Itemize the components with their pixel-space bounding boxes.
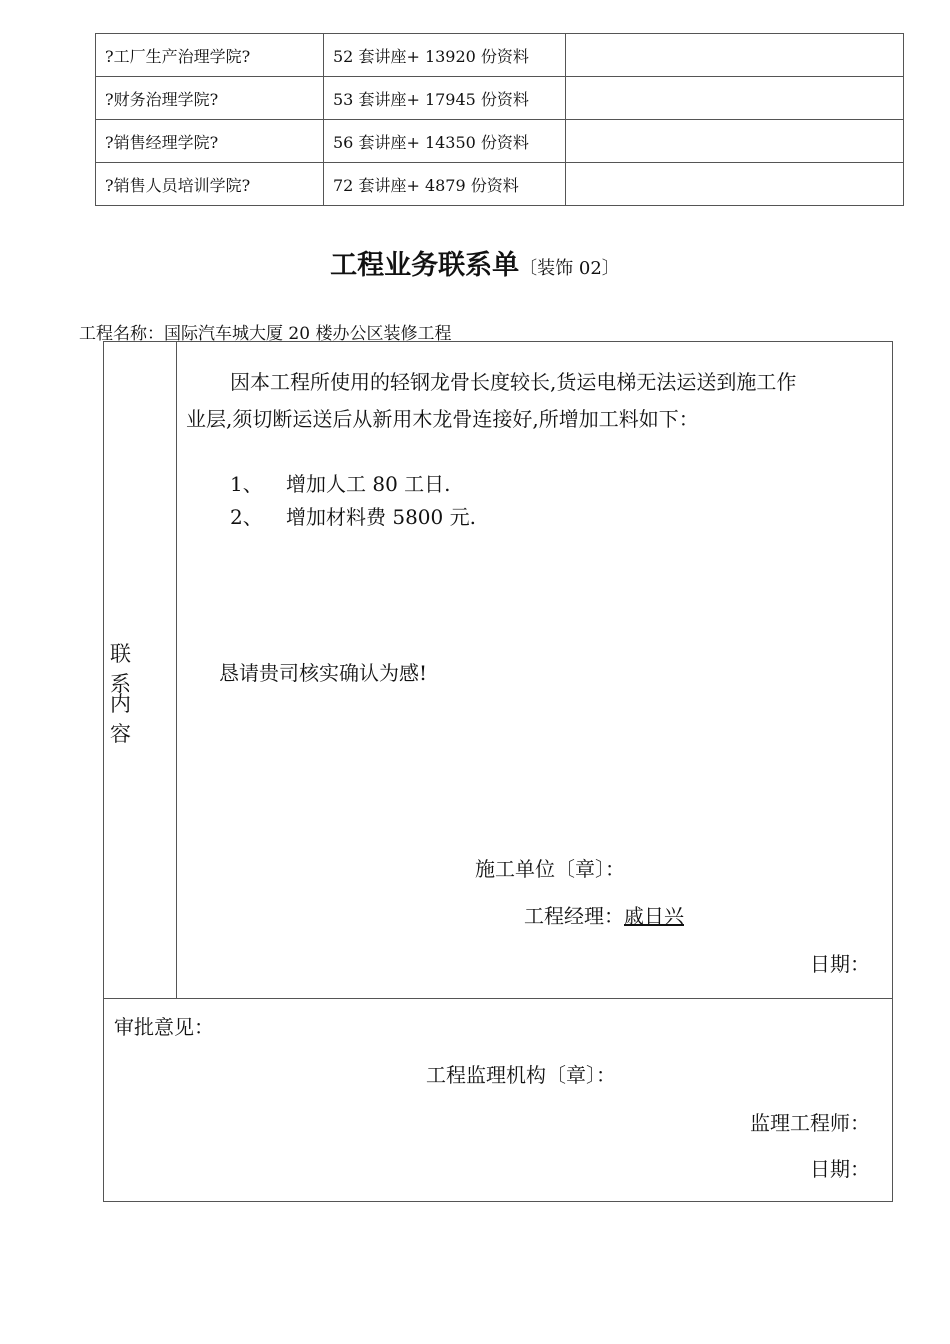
table-cell-note: [566, 120, 904, 163]
contact-date-label: 日期：: [810, 952, 870, 976]
table-cell-info: 53 套讲座+ 17945 份资料: [324, 77, 566, 120]
table-cell-name: ?销售经理学院?: [96, 120, 324, 163]
approval-date-label: 日期：: [810, 1157, 870, 1181]
section-divider: [104, 998, 892, 999]
item-text: 增加材料费 5800 元.: [286, 505, 476, 529]
table-cell-info: 72 套讲座+ 4879 份资料: [324, 163, 566, 206]
table-cell-note: [566, 163, 904, 206]
side-label-line-1: 联系: [110, 642, 144, 696]
table-row: [96, 163, 904, 206]
form-title: [0, 243, 950, 282]
body-text-line-2: 业层,须切断运送后从新用木龙骨连接好,所增加工料如下：: [186, 407, 699, 431]
form-title-text: 工程业务联系单: [330, 250, 520, 281]
table-cell-name: ?销售人员培训学院?: [96, 163, 324, 206]
table-cell-name: ?财务治理学院?: [96, 77, 324, 120]
courses-table: [95, 33, 904, 206]
item-text: 增加人工 80 工日.: [286, 472, 451, 496]
request-text: 恳请贵司核实确认为感!: [219, 661, 428, 685]
item-number: 2、: [230, 505, 263, 529]
table-row: [96, 34, 904, 77]
table-cell-name: ?工厂生产治理学院?: [96, 34, 324, 77]
body-text-line-1: 因本工程所使用的轻钢龙骨长度较长,货运电梯无法运送到施工作: [230, 370, 797, 394]
table-cell-note: [566, 34, 904, 77]
table-cell-note: [566, 77, 904, 120]
supervising-engineer-label: 监理工程师：: [750, 1111, 870, 1135]
construction-unit-label: 施工单位〔章〕：: [475, 857, 625, 881]
table-cell-info: 52 套讲座+ 13920 份资料: [324, 34, 566, 77]
table-cell-info: 56 套讲座+ 14350 份资料: [324, 120, 566, 163]
project-name: 工程名称：国际汽车城大厦 20 楼办公区装修工程: [79, 324, 452, 344]
table-row: [96, 77, 904, 120]
project-manager-label: 工程经理：: [524, 904, 624, 928]
table-row: [96, 120, 904, 163]
form-title-suffix: 〔装饰 02〕: [519, 258, 620, 279]
project-manager-name: 戚日兴: [624, 904, 684, 928]
project-manager: [524, 900, 684, 929]
side-label-column: [104, 342, 177, 998]
item-number: 1、: [230, 472, 263, 496]
side-label-line-2: 内容: [110, 692, 144, 746]
supervision-agency-label: 工程监理机构〔章〕：: [426, 1063, 616, 1087]
contact-form: [103, 341, 893, 1202]
approval-opinion-label: 审批意见：: [114, 1015, 214, 1039]
